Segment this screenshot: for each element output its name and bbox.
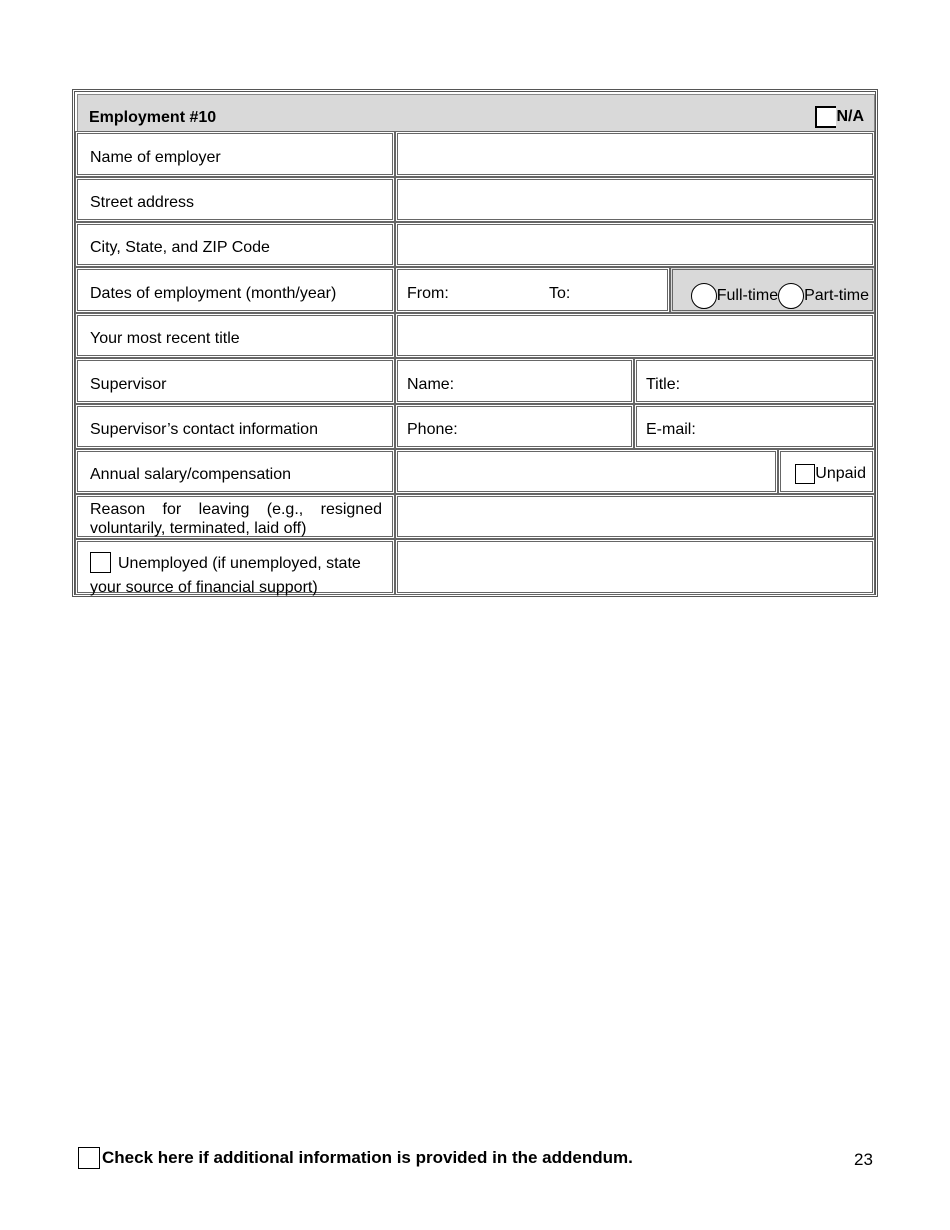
unpaid-checkbox[interactable]: [795, 464, 815, 484]
email-field[interactable]: [634, 404, 875, 449]
employer-name-label: Name of employer: [90, 149, 221, 166]
addendum-checkbox[interactable]: [78, 1147, 100, 1169]
unemployed-label: Unemployed (if unemployed, state your source of financial support): [90, 555, 361, 596]
supervisor-name-field[interactable]: [395, 358, 634, 404]
unpaid-option[interactable]: [795, 464, 866, 484]
unemployed-label-cell: [75, 539, 395, 595]
dates-field[interactable]: [395, 267, 670, 313]
parttime-label: Part-time: [804, 287, 869, 304]
supervisor-title-label: Title:: [646, 376, 681, 393]
fulltime-label: Full-time: [716, 287, 779, 304]
reason-label-cell: [75, 494, 395, 539]
from-label: From:: [407, 285, 449, 302]
reason-field[interactable]: [395, 494, 875, 539]
supervisor-label-cell: [75, 358, 395, 404]
email-label: E-mail:: [646, 421, 696, 438]
employment-form: [72, 89, 878, 597]
street-label: Street address: [90, 194, 195, 211]
fulltime-radio[interactable]: [691, 283, 717, 309]
city-label: City, State, and ZIP Code: [90, 239, 270, 256]
title-field[interactable]: [395, 313, 875, 358]
employment-type-options: [691, 283, 869, 309]
dates-label: Dates of employment (month/year): [90, 285, 337, 302]
street-label-cell: [75, 177, 395, 222]
unemployed-field[interactable]: [395, 539, 875, 595]
parttime-radio[interactable]: [778, 283, 804, 309]
employer-name-field[interactable]: [395, 131, 875, 177]
city-field[interactable]: [395, 222, 875, 267]
addendum-option[interactable]: [78, 1147, 633, 1169]
title-label: Your most recent title: [90, 330, 240, 347]
supervisor-contact-label-cell: [75, 404, 395, 449]
na-label: N/A: [836, 108, 864, 125]
salary-label: Annual salary/compensation: [90, 466, 292, 483]
form-header: [77, 94, 875, 132]
form-title: Employment #10: [89, 109, 217, 126]
supervisor-name-label: Name:: [407, 376, 455, 393]
to-label: To:: [549, 285, 571, 302]
supervisor-contact-label: Supervisor’s contact information: [90, 421, 318, 438]
unpaid-cell: [778, 449, 875, 494]
title-label-cell: [75, 313, 395, 358]
na-checkbox[interactable]: [815, 106, 836, 128]
addendum-label: Check here if additional information is provided in the addendum.: [102, 1148, 633, 1167]
employment-type-cell: [670, 267, 875, 313]
salary-field[interactable]: [395, 449, 778, 494]
city-label-cell: [75, 222, 395, 267]
salary-label-cell: [75, 449, 395, 494]
employer-name-label-cell: [75, 131, 395, 177]
page-number: 23: [854, 1150, 873, 1169]
reason-label: Reason for leaving (e.g., resigned voluntarily, terminated, laid off): [90, 501, 382, 537]
supervisor-title-field[interactable]: [634, 358, 875, 404]
street-field[interactable]: [395, 177, 875, 222]
unpaid-label: Unpaid: [815, 465, 866, 482]
phone-field[interactable]: [395, 404, 634, 449]
phone-label: Phone:: [407, 421, 458, 438]
dates-label-cell: [75, 267, 395, 313]
supervisor-label: Supervisor: [90, 376, 167, 393]
na-option[interactable]: [815, 106, 864, 128]
